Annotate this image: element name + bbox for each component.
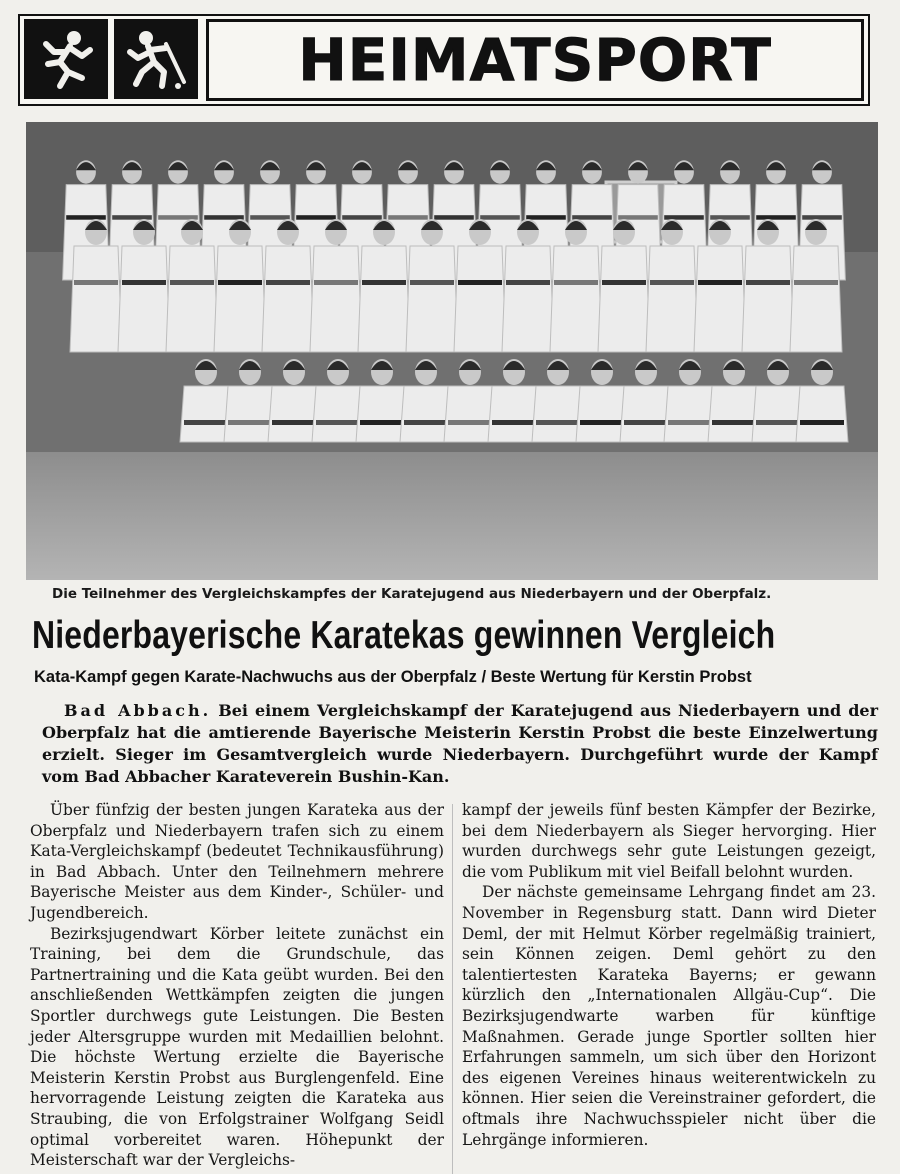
paragraph: Bezirksjugendwart Körber leitete zunächst ein Training, bei dem die Grundschule, das Partnertraining und die Kata geübt wurden. Bei den anschließenden Wettkämpfen zeigten die jungen Sportler durchwegs gute Leistungen. Die Besten jeder Altersgruppe wurden mit Medaillien belohnt. Die höchste Wertung erzielte die Bayerische Meisterin Kerstin Probst aus Burglengenfeld. Eine hervorragende Leistung zeigten die Karateka aus Straubing, die von Erfolgstrainer Wolfgang Seidl optimal vorbereitet waren. Höhepunkt der Meisterschaft war der Vergleichs- [30, 924, 444, 1170]
article-column-right [462, 800, 876, 1150]
lead-text: Bei einem Vergleichskampf der Karatejugend aus Niederbayern und der Oberpfalz hat die amtierende Bayerische Meisterin Kerstin Probst die beste Einzelwertung erzielt. Sieger im Gesamtvergleich wurde Niederbayern. Durchgeführt wurde der Kampf vom Bad Abbacher Karateverein Bushin-Kan. [42, 701, 879, 786]
paragraph: Der nächste gemeinsame Lehrgang findet am 23. November in Regensburg statt. Dann wird Dieter Deml, der mit Helmut Körber regelmäßig trainiert, sein Können zeigen. Deml gehört zu den talentiertesten Karateka Bayerns; er gewann kürzlich den „Internationalen Allgäu-Cup“. Die Bezirksjugendwarte warben für künftige Maßnahmen. Gerade junge Sportler sollten hier Erfahrungen sammeln, um sich über den Horizont des eigenen Vereines hinaus weiterentwickeln zu können. Hier seien die Vereinstrainer gefordert, die oftmals ihre Nachwuchsspieler nicht über die Lehrgänge informieren. [462, 883, 876, 1149]
paragraph: kampf der jeweils fünf besten Kämpfer der Bezirke, bei dem Niederbayern als Sieger hervorging. Hier wurden durchwegs sehr gute Leistungen gezeigt, die vom Publikum mit viel Beifall belohnt wurden. [462, 801, 876, 881]
paragraph: Über fünfzig der besten jungen Karateka aus der Oberpfalz und Niederbayern trafen sich zu einem Kata-Vergleichskampf (bedeutet Technikausführung) in Bad Abbach. Unter den Teilnehmern mehrere Bayerische Meister aus dem Kinder-, Schüler- und Jugendbereich. [30, 801, 444, 922]
article-subheadline: Kata-Kampf gegen Karate-Nachwuchs aus der Oberpfalz / Beste Wertung für Kerstin Probst [34, 668, 752, 686]
article-headline: Niederbayerische Karatekas gewinnen Vergleich [32, 614, 776, 657]
player-with-stick-icon [114, 19, 198, 99]
article-column-left [30, 800, 444, 1171]
masthead-title: HEIMATSPORT [298, 26, 772, 94]
newspaper-clipping [18, 14, 886, 1170]
group-photo-illustration [26, 122, 878, 580]
photo-caption: Die Teilnehmer des Vergleichskampfes der Karatejugend aus Niederbayern und der Oberpfalz. [52, 586, 772, 602]
column-divider [452, 804, 453, 1174]
article-lead [42, 700, 878, 788]
masthead [18, 14, 870, 106]
runner-icon [24, 19, 108, 99]
group-photo [26, 122, 878, 580]
masthead-title-box [206, 19, 864, 101]
lead-place: Bad Abbach. [64, 701, 212, 720]
